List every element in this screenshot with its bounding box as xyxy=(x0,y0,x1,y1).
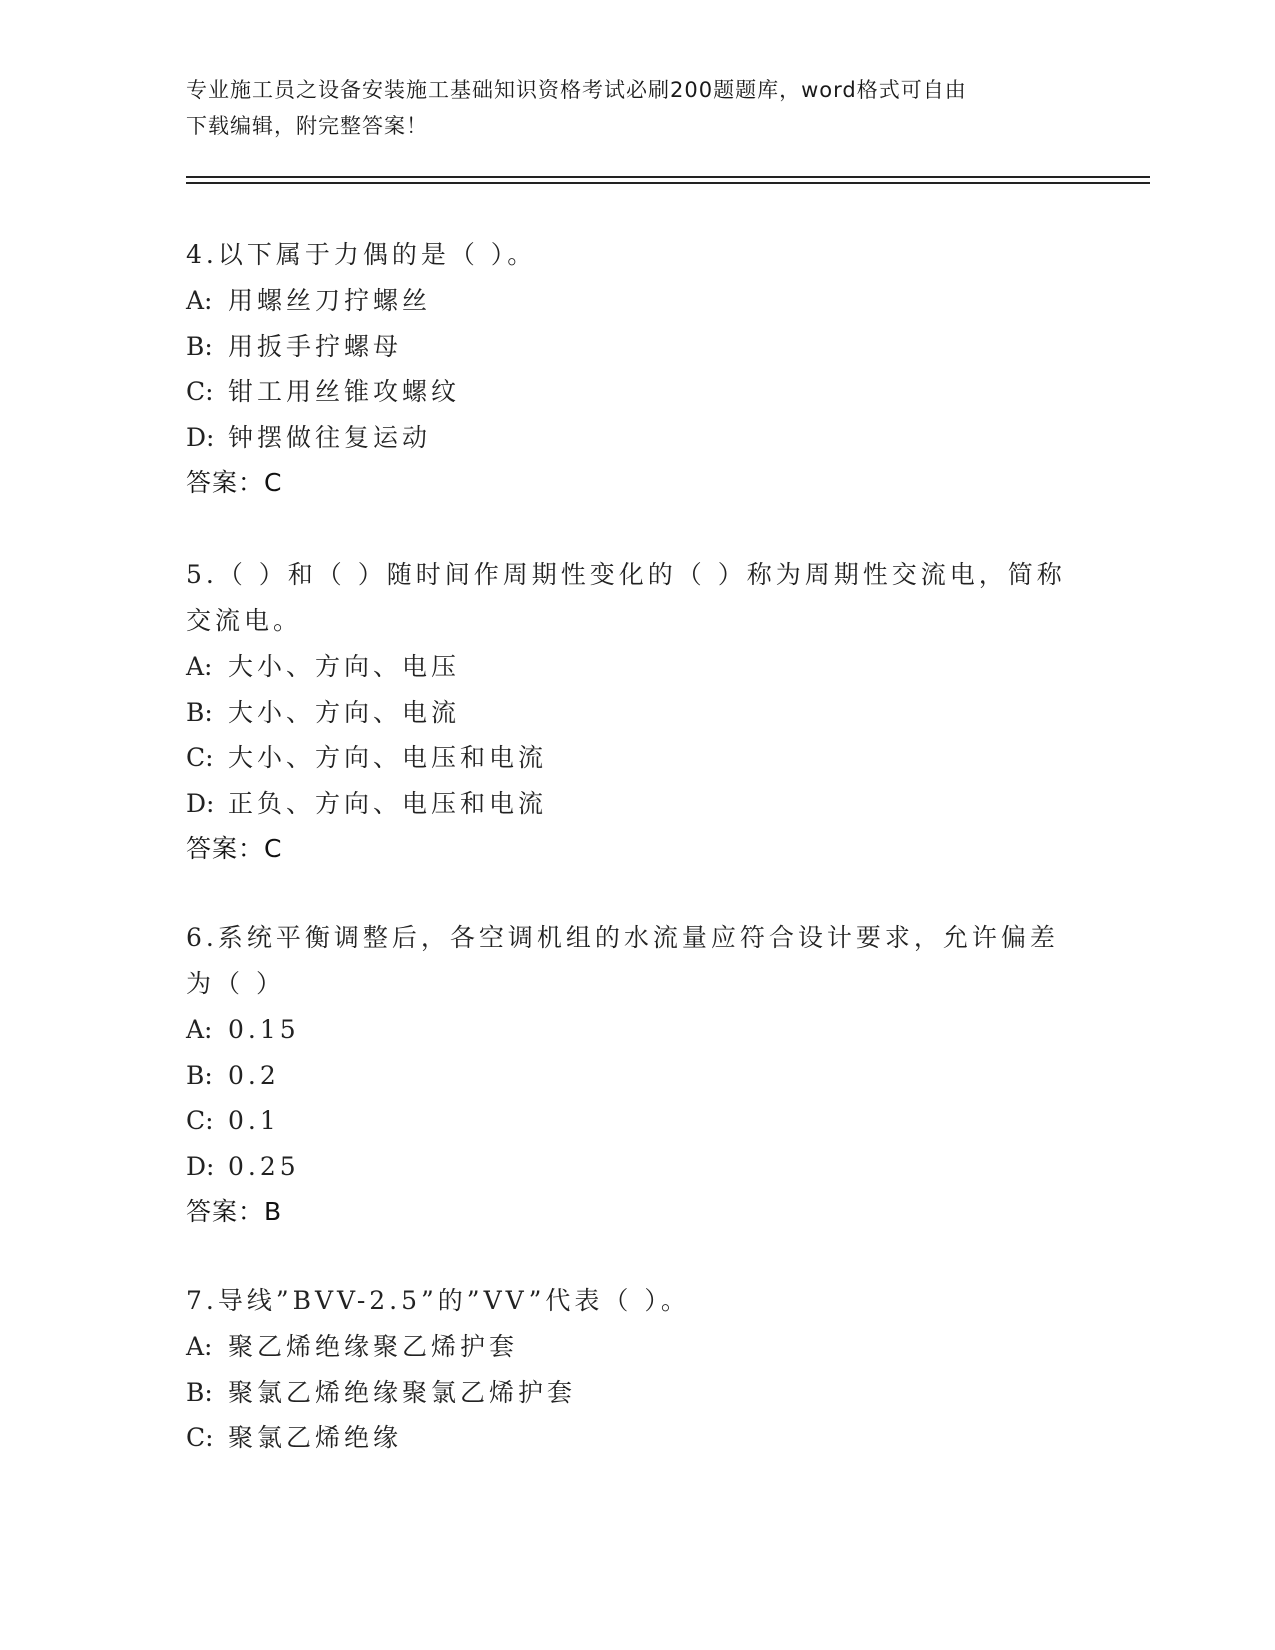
option-text: 0.2 xyxy=(228,1060,280,1090)
option-c xyxy=(186,1098,1066,1144)
option-c xyxy=(186,1415,1066,1461)
option-text: 大小、方向、电流 xyxy=(228,697,461,727)
header-divider-top xyxy=(186,176,1150,178)
option-a xyxy=(186,1324,1066,1370)
option-label: B: xyxy=(186,1060,213,1090)
option-text: 聚乙烯绝缘聚乙烯护套 xyxy=(228,1332,519,1361)
option-text: 聚氯乙烯绝缘聚氯乙烯护套 xyxy=(228,1377,577,1407)
option-text: 钟摆做往复运动 xyxy=(228,422,432,452)
option-a xyxy=(186,278,1066,324)
answer: 答案：C xyxy=(186,468,283,497)
option-b xyxy=(186,1370,1066,1416)
option-d xyxy=(186,415,1066,461)
option-label: C: xyxy=(186,743,214,772)
answer: 答案：B xyxy=(186,1197,283,1226)
option-c xyxy=(186,369,1066,415)
option-b xyxy=(186,1053,1066,1099)
option-text: 正负、方向、电压和电流 xyxy=(228,788,548,818)
question-stem: 4.以下属于力偶的是（ ）。 xyxy=(186,240,537,269)
option-text: 用扳手拧螺母 xyxy=(228,331,403,361)
option-label: B: xyxy=(186,331,213,361)
question-stem: 6.系统平衡调整后，各空调机组的水流量应符合设计要求，允许偏差为（ ） xyxy=(186,923,1059,998)
option-b xyxy=(186,690,1066,736)
question-6 xyxy=(186,915,1066,1234)
option-label: D: xyxy=(186,422,215,452)
option-a xyxy=(186,1007,1066,1053)
header-line-1: 专业施工员之设备安装施工基础知识资格考试必刷200题题库，word格式可自由 xyxy=(186,78,967,102)
answer: 答案：C xyxy=(186,834,283,863)
question-5 xyxy=(186,552,1066,871)
option-label: C: xyxy=(186,377,214,406)
option-label: A: xyxy=(186,652,213,681)
question-7 xyxy=(186,1278,1066,1461)
option-c xyxy=(186,735,1066,781)
option-label: D: xyxy=(186,788,215,818)
option-d xyxy=(186,781,1066,827)
option-label: C: xyxy=(186,1106,214,1135)
option-text: 钳工用丝锥攻螺纹 xyxy=(228,377,461,406)
option-d xyxy=(186,1144,1066,1190)
option-text: 0.15 xyxy=(228,1015,300,1044)
option-label: D: xyxy=(186,1151,215,1181)
document-header xyxy=(186,72,1066,144)
question-stem: 7.导线”BVV-2.5”的”VV”代表（ ）。 xyxy=(186,1286,690,1315)
option-text: 0.1 xyxy=(228,1106,280,1135)
option-label: B: xyxy=(186,697,213,727)
option-label: A: xyxy=(186,286,213,315)
option-label: B: xyxy=(186,1377,213,1407)
header-divider-bottom xyxy=(186,182,1150,184)
option-text: 聚氯乙烯绝缘 xyxy=(228,1423,403,1452)
option-text: 用螺丝刀拧螺丝 xyxy=(228,286,432,315)
option-label: C: xyxy=(186,1423,214,1452)
header-line-2: 下载编辑，附完整答案！ xyxy=(186,114,428,138)
option-text: 大小、方向、电压 xyxy=(228,652,461,681)
question-4 xyxy=(186,232,1066,505)
option-b xyxy=(186,324,1066,370)
option-text: 0.25 xyxy=(228,1151,300,1181)
question-stem: 5.（ ）和（ ）随时间作周期性变化的（ ）称为周期性交流电，简称交流电。 xyxy=(186,560,1066,635)
option-text: 大小、方向、电压和电流 xyxy=(228,743,548,772)
option-label: A: xyxy=(186,1332,213,1361)
option-a xyxy=(186,644,1066,690)
option-label: A: xyxy=(186,1015,213,1044)
